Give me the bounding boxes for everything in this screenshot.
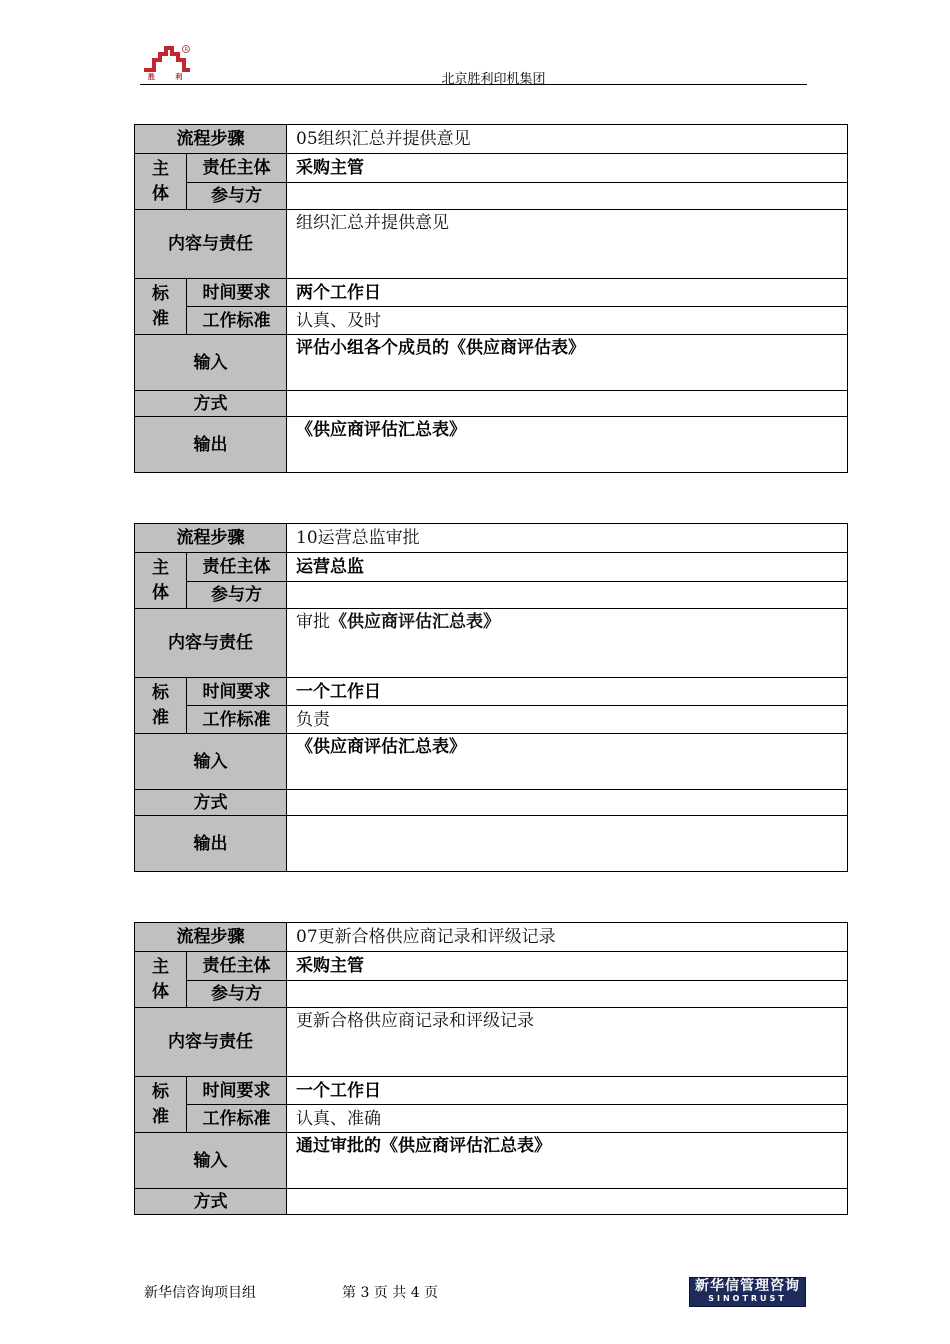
label-standard: 标 准 <box>135 279 187 335</box>
time-value: 一个工作日 <box>287 1077 848 1105</box>
process-table-2 <box>134 523 848 872</box>
process-table-1 <box>134 124 848 473</box>
work-standard-value: 认真、及时 <box>287 307 848 335</box>
label-method: 方式 <box>135 790 287 816</box>
label-step: 流程步骤 <box>135 125 287 154</box>
time-value: 两个工作日 <box>287 279 848 307</box>
step-value: 10运营总监审批 <box>287 524 848 553</box>
label-step: 流程步骤 <box>135 524 287 553</box>
step-value: 07更新合格供应商记录和评级记录 <box>287 923 848 952</box>
process-table-3 <box>134 922 848 1215</box>
responsible-value: 采购主管 <box>287 952 848 981</box>
label-responsible: 责任主体 <box>187 154 287 183</box>
logo-en: SINOTRUST <box>708 1294 787 1303</box>
work-standard-value: 认真、准确 <box>287 1105 848 1133</box>
work-standard-value: 负责 <box>287 706 848 734</box>
label-work-standard: 工作标准 <box>187 706 287 734</box>
label-work-standard: 工作标准 <box>187 1105 287 1133</box>
label-step: 流程步骤 <box>135 923 287 952</box>
input-value: 《供应商评估汇总表》 <box>287 734 848 790</box>
label-method: 方式 <box>135 1189 287 1215</box>
company-name: 北京胜利印机集团 <box>441 72 546 87</box>
output-value <box>287 816 848 872</box>
label-time: 时间要求 <box>187 678 287 706</box>
label-method: 方式 <box>135 391 287 417</box>
method-value <box>287 790 848 816</box>
page-header <box>140 44 807 85</box>
time-value: 一个工作日 <box>287 678 848 706</box>
label-output: 输出 <box>135 417 287 473</box>
footer-group: 新华信咨询项目组 <box>144 1285 256 1301</box>
label-subject: 主 体 <box>135 154 187 210</box>
label-content: 内容与责任 <box>135 1008 287 1077</box>
label-input: 输入 <box>135 734 287 790</box>
step-value: 05组织汇总并提供意见 <box>287 125 848 154</box>
label-responsible: 责任主体 <box>187 553 287 582</box>
logo-text: 胜 利 <box>148 73 192 81</box>
label-output: 输出 <box>135 816 287 872</box>
label-content: 内容与责任 <box>135 609 287 678</box>
sinotrust-logo <box>689 1277 806 1307</box>
label-input: 输入 <box>135 1133 287 1189</box>
output-value: 《供应商评估汇总表》 <box>287 417 848 473</box>
label-participant: 参与方 <box>187 981 287 1008</box>
label-content: 内容与责任 <box>135 210 287 279</box>
logo-cn: 新华信管理咨询 <box>695 1278 800 1294</box>
content-value: 更新合格供应商记录和评级记录 <box>287 1008 848 1077</box>
label-subject: 主 体 <box>135 553 187 609</box>
label-subject: 主 体 <box>135 952 187 1008</box>
label-time: 时间要求 <box>187 279 287 307</box>
label-standard: 标 准 <box>135 1077 187 1133</box>
label-time: 时间要求 <box>187 1077 287 1105</box>
input-value: 评估小组各个成员的《供应商评估表》 <box>287 335 848 391</box>
label-work-standard: 工作标准 <box>187 307 287 335</box>
participant-value <box>287 981 848 1008</box>
input-value: 通过审批的《供应商评估汇总表》 <box>287 1133 848 1189</box>
responsible-value: 运营总监 <box>287 553 848 582</box>
svg-text:R: R <box>184 46 189 53</box>
method-value <box>287 391 848 417</box>
label-standard: 标 准 <box>135 678 187 734</box>
method-value <box>287 1189 848 1215</box>
label-participant: 参与方 <box>187 183 287 210</box>
content-value: 组织汇总并提供意见 <box>287 210 848 279</box>
responsible-value: 采购主管 <box>287 154 848 183</box>
label-responsible: 责任主体 <box>187 952 287 981</box>
participant-value <box>287 183 848 210</box>
content-value: 审批《供应商评估汇总表》 <box>287 609 848 678</box>
label-participant: 参与方 <box>187 582 287 609</box>
participant-value <box>287 582 848 609</box>
page-number: 第 3 页 共 4 页 <box>342 1285 439 1301</box>
label-input: 输入 <box>135 335 287 391</box>
